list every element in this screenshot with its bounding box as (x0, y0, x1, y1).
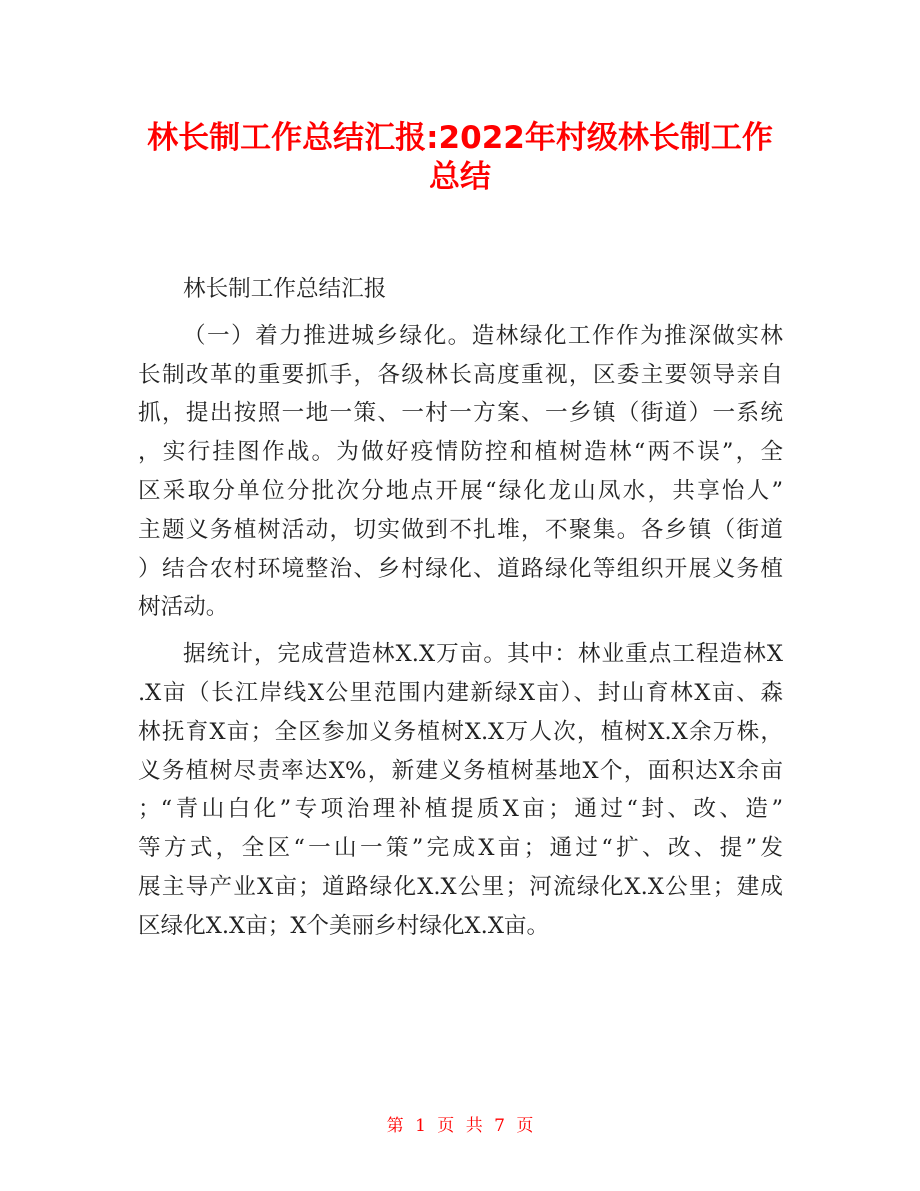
paragraph-1-line: ）结合农村环境整治、乡村绿化、道路绿化等组织开展义务植 (138, 555, 783, 582)
document-body (138, 270, 783, 946)
paragraph-1 (138, 317, 783, 627)
paragraph-2 (138, 635, 783, 945)
title-line-2: 总结 (429, 158, 491, 195)
subheading: 林长制工作总结汇报 (183, 276, 387, 302)
paragraph-2-line: 据统计，完成营造林X.X万亩。其中：林业重点工程造林X (183, 641, 783, 668)
paragraph-1-line: ，实行挂图作战。为做好疫情防控和植树造林“两不误”，全 (138, 439, 783, 466)
paragraph-2-line: 展主导产业X亩；道路绿化X.X公里；河流绿化X.X公里；建成 (138, 873, 783, 900)
paragraph-1-line: （一）着力推进城乡绿化。造林绿化工作作为推深做实林 (183, 322, 783, 349)
paragraph-2-line: ；“青山白化”专项治理补植提质X亩；通过“封、改、造” (138, 796, 783, 823)
paragraph-2-line: .X亩（长江岸线X公里范围内建新绿X亩）、封山育林X亩、森 (138, 679, 783, 706)
paragraph-spacer (138, 627, 783, 635)
paragraph-2-line: 林抚育X亩；全区参加义务植树X.X万人次，植树X.X余万株， (138, 718, 783, 745)
paragraph-2-line: 区绿化X.X亩；X个美丽乡村绿化X.X亩。 (138, 912, 550, 939)
paragraph-1-line: 主题义务植树活动，切实做到不扎堆，不聚集。各乡镇（街道 (138, 516, 783, 543)
document-title (120, 112, 800, 195)
paragraph-1-line: 树活动。 (138, 594, 229, 621)
paragraph-1-line: 区采取分单位分批次分地点开展“绿化龙山凤水，共享怡人” (138, 477, 783, 504)
paragraph-spacer (138, 309, 783, 317)
paragraph-2-line: 等方式，全区“一山一策”完成X亩；通过“扩、改、提”发 (138, 835, 783, 862)
paragraph-1-line: 长制改革的重要抓手，各级林长高度重视，区委主要领导亲自 (138, 361, 783, 388)
paragraph-1-line: 抓，提出按照一地一策、一村一方案、一乡镇（街道）一系统 (138, 400, 783, 427)
title-line-1: 林长制工作总结汇报:2022年村级林长制工作 (147, 120, 773, 156)
page-number-footer: 第 1 页 共 7 页 (386, 1116, 534, 1136)
paragraph-2-line: 义务植树尽责率达X%，新建义务植树基地X个，面积达X余亩 (138, 757, 783, 784)
